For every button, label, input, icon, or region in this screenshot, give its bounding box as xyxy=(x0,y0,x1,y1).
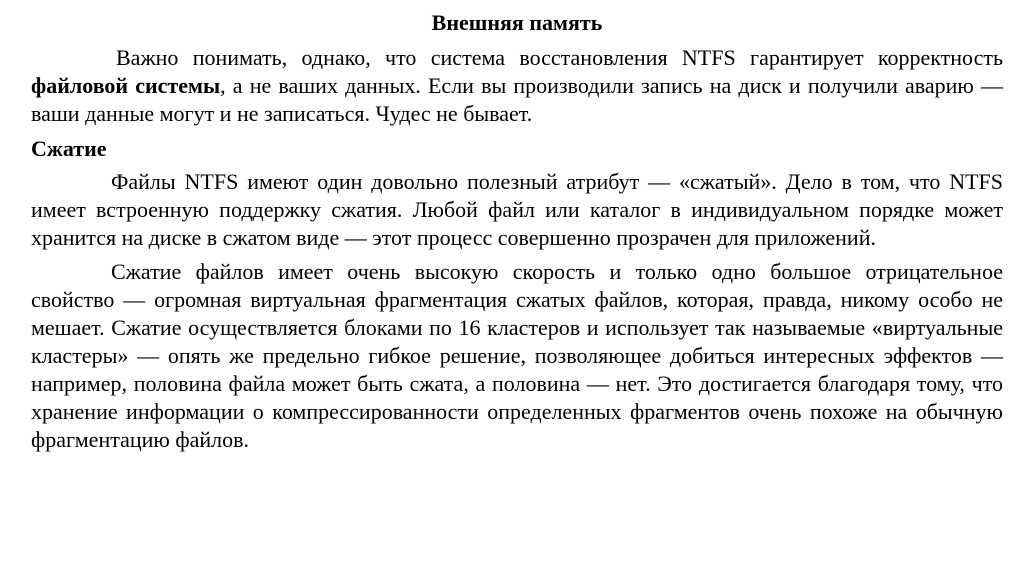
document-page xyxy=(31,8,1003,454)
bold-term-file-system: файловой системы xyxy=(31,73,221,98)
paragraph-text-after-bold: , а не ваших данных. Если вы производили запись на диск и получили аварию — ваши данные могут и не записаться. Чудес не бывает. xyxy=(31,73,1003,126)
paragraph-text-before-bold: Важно понимать, однако, что система восстановления NTFS гарантирует корректность xyxy=(116,45,1003,70)
paragraph-compression-details: Сжатие файлов имеет очень высокую скорость и только одно большое отрицательное свойство — огромная виртуальная фрагментация сжатых файлов, которая, правда, никому особо не мешает. Сжатие осуществляется блоками по 16 кластеров и использует так называемые «виртуальные кластеры» — опять же предельно гибкое решение, позволяющее добиться интересных эффектов — например, половина файла может быть сжата, а половина — нет. Это достигается благодаря тому, что хранение информации о компрессированности определенных фрагментов очень похоже на обычную фрагментацию файлов. xyxy=(31,259,1003,452)
paragraph-ntfs-recovery xyxy=(31,44,1003,128)
section-heading-compression: Сжатие xyxy=(31,136,107,161)
paragraph-compression-attribute: Файлы NTFS имеют один довольно полезный атрибут — «сжатый». Дело в том, что NTFS имеет встроенную поддержку сжатия. Любой файл или каталог в индивидуальном порядке может хранится на диске в сжатом виде — этот процесс совершенно прозрачен для приложений. xyxy=(31,169,1003,250)
page-title: Внешняя память xyxy=(431,10,603,35)
